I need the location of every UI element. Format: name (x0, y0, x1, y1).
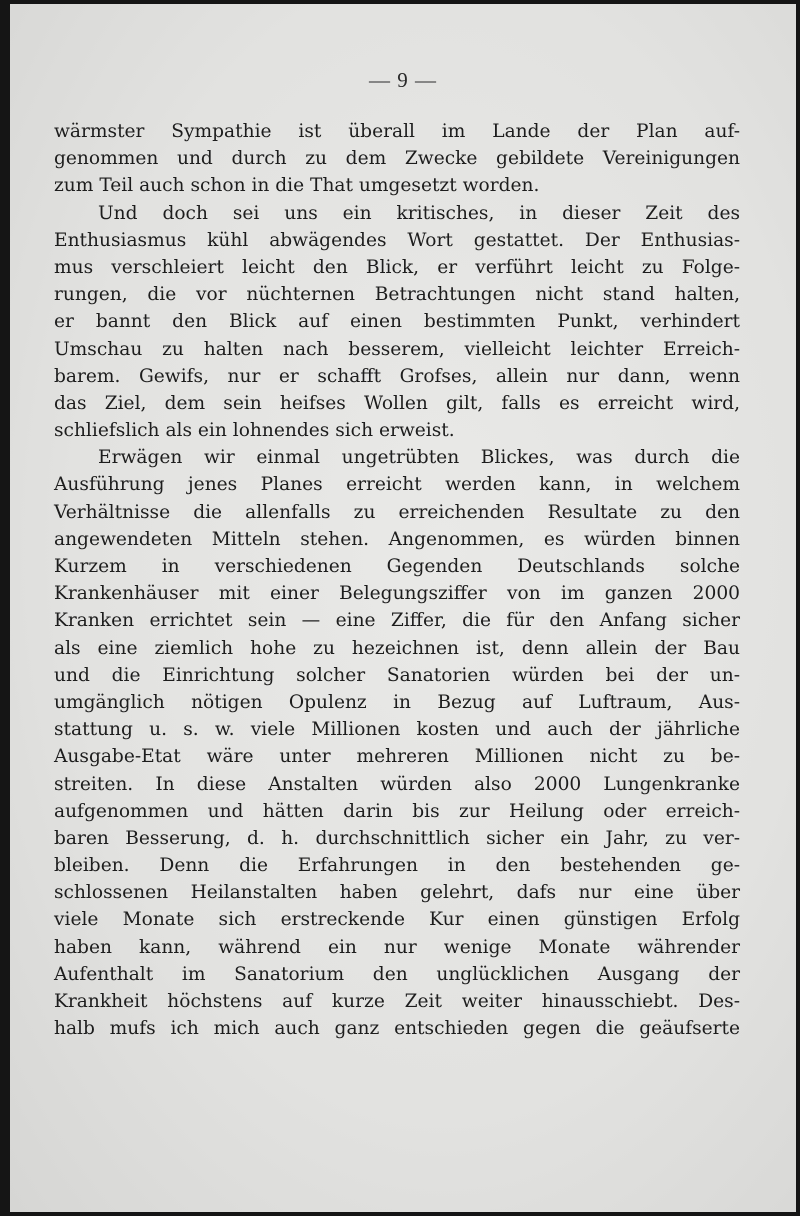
text-line: Krankenhäuser mit einer Belegungsziffer von im ganzen 2000 (54, 583, 740, 605)
text-line: Ausführung jenes Planes erreicht werden kann, in welchem (54, 474, 740, 496)
text-line: Kurzem in verschiedenen Gegenden Deutschlands solche (54, 556, 740, 577)
text-line: zum Teil auch schon in die That umgesetzt worden. (54, 175, 540, 197)
text-line: angewendeten Mitteln stehen. Angenommen, es würden binnen (54, 528, 740, 550)
text-line: genommen und durch zu dem Zwecke gebildete Vereinigungen (54, 148, 740, 170)
text-line: wärmster Sympathie ist überall im Lande der Plan auf- (54, 121, 740, 142)
text-line: Enthusiasmus kühl abwägendes Wort gestattet. Der Enthusias- (54, 229, 740, 251)
text-line: und die Einrichtung solcher Sanatorien würden bei der un- (54, 664, 740, 686)
text-line: barem. Gewifs, nur er schafft Grofses, allein nur dann, wenn (54, 365, 740, 387)
text-line: Aufenthalt im Sanatorium den unglücklichen Ausgang der (54, 963, 740, 985)
text-line: schlossenen Heilanstalten haben gelehrt, dafs nur eine über (54, 882, 740, 904)
text-line: viele Monate sich erstreckende Kur einen günstigen Erfolg (54, 909, 740, 931)
text-line: als eine ziemlich hohe zu hezeichnen ist, denn allein der Bau (54, 637, 740, 659)
text-line: mus verschleiert leicht den Blick, er verführt leicht zu Folge- (54, 256, 740, 278)
text-line: Krankheit höchstens auf kurze Zeit weiter hinausschiebt. Des- (54, 991, 740, 1012)
text-line: rungen, die vor nüchternen Betrachtungen nicht stand halten, (54, 284, 740, 306)
text-line: Verhältnisse die allenfalls zu erreichenden Resultate zu den (54, 501, 740, 523)
text-line: baren Besserung, d. h. durchschnittlich sicher ein Jahr, zu ver- (54, 827, 740, 849)
text-line: streiten. In diese Anstalten würden also 2000 Lungenkranke (54, 773, 740, 795)
text-line: aufgenommen und hätten darin bis zur Heilung oder erreich- (54, 800, 740, 822)
text-line: Und doch sei uns ein kritisches, in dieser Zeit des (98, 202, 740, 224)
text-line: Kranken errichtet sein — eine Ziffer, die für den Anfang sicher (54, 610, 740, 632)
text-line: halb mufs ich mich auch ganz entschieden gegen die geäufserte (54, 1018, 740, 1040)
text-line: stattung u. s. w. viele Millionen kosten und auch der jährliche (54, 719, 740, 741)
text-line: Ausgabe-Etat wäre unter mehreren Millionen nicht zu be- (54, 746, 740, 768)
page-number: — 9 — (369, 68, 437, 92)
text-line: er bannt den Blick auf einen bestimmten Punkt, verhindert (54, 311, 740, 333)
text-line: Umschau zu halten nach besserem, vielleicht leichter Erreich- (54, 338, 740, 360)
text-line: haben kann, während ein nur wenige Monate währender (54, 936, 740, 958)
text-line: schliefslich als ein lohnendes sich erweist. (54, 420, 455, 442)
book-page (10, 4, 796, 1212)
body-text (54, 118, 740, 1042)
text-line: umgänglich nötigen Opulenz in Bezug auf Luftraum, Aus- (54, 691, 740, 713)
text-line: Erwägen wir einmal ungetrübten Blickes, was durch die (98, 447, 740, 469)
text-line: das Ziel, dem sein heifses Wollen gilt, falls es erreicht wird, (54, 392, 740, 414)
text-line: bleiben. Denn die Erfahrungen in den bestehenden ge- (54, 855, 740, 877)
